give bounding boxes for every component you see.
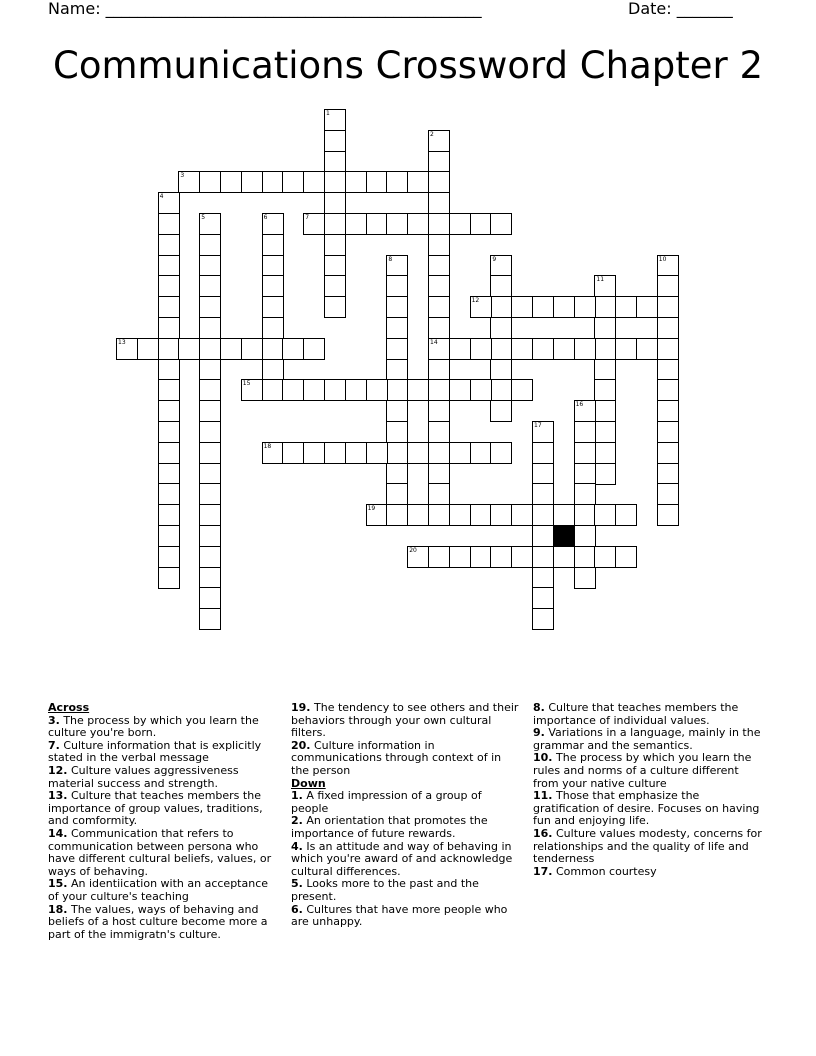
crossword-cell[interactable] [262,317,284,339]
crossword-cell[interactable] [532,463,554,485]
crossword-cell[interactable] [407,213,429,235]
crossword-cell[interactable] [428,546,450,568]
crossword-cell[interactable] [594,359,616,381]
crossword-cell[interactable] [158,234,180,256]
crossword-cell[interactable] [158,213,180,235]
crossword-cell[interactable] [490,379,512,401]
clue-number: 20. [291,738,311,752]
clue-item: 10. The process by which you learn the rules and norms of a culture different from your native culture [533,751,752,790]
crossword-cell[interactable] [532,546,554,568]
crossword-cell[interactable] [449,379,471,401]
crossword-cell[interactable] [615,338,637,360]
crossword-cell[interactable] [345,171,367,193]
crossword-cell[interactable] [199,171,221,193]
clue-number: 13. [48,789,68,803]
crossword-cell[interactable] [116,338,138,360]
crossword-cell[interactable] [199,483,221,505]
crossword-cell[interactable] [657,255,679,277]
clue-number: 7. [48,738,60,752]
clue-number: 20 [409,546,417,554]
crossword-cell[interactable] [324,234,346,256]
crossword-cell[interactable] [490,442,512,464]
crossword-cell[interactable] [386,338,408,360]
crossword-cell[interactable] [386,504,408,526]
crossword-cell[interactable] [386,359,408,381]
crossword-cell[interactable] [657,338,679,360]
crossword-cell[interactable] [532,567,554,589]
crossword-cell[interactable] [574,400,596,422]
crossword-cell[interactable] [345,379,367,401]
clue-heading: Across [48,701,90,714]
crossword-cell[interactable] [262,255,284,277]
crossword-cell[interactable] [386,317,408,339]
crossword-cell[interactable] [594,504,616,526]
crossword-cell[interactable] [615,296,637,318]
crossword-cell[interactable] [428,317,450,339]
crossword-cell[interactable] [574,442,596,464]
crossword-cell[interactable] [657,421,679,443]
crossword-cell[interactable] [324,192,346,214]
crossword-cell[interactable] [199,567,221,589]
clue-number: 12. [48,763,68,777]
crossword-cell[interactable] [511,338,533,360]
crossword-cell[interactable] [574,296,596,318]
clue-number: 17 [534,422,542,429]
crossword-cell[interactable] [282,379,304,401]
crossword-cell[interactable] [199,504,221,526]
crossword-cell[interactable] [386,421,408,443]
crossword-cell[interactable] [428,421,450,443]
crossword-cell[interactable] [158,275,180,297]
clue-item: 19. The tendency to see others and their behaviors through your own cultural filters. [291,701,519,740]
crossword-cell[interactable] [490,213,512,235]
crossword-cell[interactable] [470,379,492,401]
crossword-cell[interactable] [574,525,596,547]
crossword-cell[interactable] [553,338,575,360]
clue-number: 3. [48,713,60,727]
crossword-cell[interactable] [303,442,325,464]
name-field[interactable]: Name: _______________________________________________ [48,0,482,18]
crossword-cell[interactable] [657,483,679,505]
crossword-cell[interactable] [137,338,159,360]
crossword-cell[interactable] [594,463,616,485]
clue-number: 9. [533,726,545,740]
crossword-cell[interactable] [428,213,450,235]
crossword-cell[interactable] [199,421,221,443]
clue-item: 8. Culture that teaches members the importance of individual values. [533,701,739,727]
crossword-cell[interactable] [303,379,325,401]
crossword-cell[interactable] [428,483,450,505]
crossword-cell[interactable] [366,171,388,193]
crossword-cell[interactable] [199,587,221,609]
crossword-cell[interactable] [490,400,512,422]
crossword-cell[interactable] [158,359,180,381]
crossword-cell[interactable] [428,192,450,214]
crossword-cell[interactable] [262,296,284,318]
clue-number: 6. [291,902,303,916]
crossword-cell[interactable] [324,130,346,152]
crossword-cell[interactable] [594,379,616,401]
clue-item: 1. A fixed impression of a group of people [291,789,482,815]
clue-number: 18 [263,442,272,450]
crossword-cell[interactable] [490,317,512,339]
black-square [553,525,575,547]
crossword-cell[interactable] [532,338,554,360]
crossword-cell[interactable] [428,296,450,318]
crossword-cell[interactable] [158,255,180,277]
crossword-cell[interactable] [324,296,346,318]
clue-item: 17. Common courtesy [533,864,657,878]
crossword-cell[interactable] [574,421,596,443]
crossword-cell[interactable] [199,213,221,235]
crossword-cell[interactable] [158,567,180,589]
crossword-cell[interactable] [657,400,679,422]
crossword-cell[interactable] [428,130,450,152]
crossword-cell[interactable] [199,234,221,256]
crossword-cell[interactable] [636,338,658,360]
crossword-cell[interactable] [657,463,679,485]
crossword-cell[interactable] [158,483,180,505]
crossword-cell[interactable] [366,504,388,526]
crossword-cell[interactable] [636,296,658,318]
crossword-cell[interactable] [158,546,180,568]
clue-number: 14 [430,338,438,346]
clue-number: 1 [326,110,330,117]
crossword-cell[interactable] [324,171,346,193]
crossword-cell[interactable] [199,608,221,630]
clue-number: 3 [180,172,185,180]
crossword-cell[interactable] [199,359,221,381]
crossword-cell[interactable] [490,504,512,526]
crossword-cell[interactable] [449,338,471,360]
crossword-cell[interactable] [532,608,554,630]
crossword-cell[interactable] [657,359,679,381]
crossword-cell[interactable] [345,442,367,464]
crossword-cell[interactable] [490,255,512,277]
clue-number: 7 [305,214,310,221]
crossword-cell[interactable] [158,192,180,214]
clue-item: 20. Culture information in communications through context of in the person [291,738,502,777]
crossword-cell[interactable] [324,379,346,401]
crossword-cell[interactable] [657,379,679,401]
crossword-cell[interactable] [345,213,367,235]
crossword-cell[interactable] [241,379,263,401]
crossword-cell[interactable] [532,296,554,318]
crossword-cell[interactable] [262,234,284,256]
crossword-cell[interactable] [303,171,325,193]
crossword-cell[interactable] [386,463,408,485]
crossword-cell[interactable] [386,442,408,464]
crossword-cell[interactable] [470,546,492,568]
clue-number: 5 [201,214,206,221]
crossword-cell[interactable] [490,275,512,297]
crossword-cell[interactable] [262,213,284,235]
crossword-cell[interactable] [386,275,408,297]
crossword-cell[interactable] [574,504,596,526]
crossword-cell[interactable] [449,504,471,526]
clue-number: 4. [291,839,303,853]
clue-column-3 [533,702,763,878]
crossword-cell[interactable] [574,483,596,505]
crossword-cell[interactable] [532,421,554,443]
crossword-cell[interactable] [532,525,554,547]
clue-number: 8 [388,255,393,263]
crossword-cell[interactable] [428,379,450,401]
crossword-cell[interactable] [262,338,284,360]
crossword-cell[interactable] [532,587,554,609]
crossword-cell[interactable] [428,338,450,360]
crossword-cell[interactable] [428,359,450,381]
crossword-cell[interactable] [158,317,180,339]
crossword-cell[interactable] [262,442,284,464]
crossword-cell[interactable] [428,234,450,256]
crossword-cell[interactable] [407,171,429,193]
clue-item: 14. Communication that refers to communication between persona who have different cultural beliefs, values, or ways of behaving. [48,826,272,878]
crossword-cell[interactable] [324,213,346,235]
clue-number: 2 [430,130,434,138]
crossword-cell[interactable] [594,421,616,443]
crossword-cell[interactable] [158,442,180,464]
crossword-cell[interactable] [386,296,408,318]
crossword-cell[interactable] [199,442,221,464]
crossword-cell[interactable] [199,379,221,401]
clue-number: 16 [575,401,584,409]
clue-number: 16. [533,826,553,840]
crossword-cell[interactable] [199,338,221,360]
clue-item: 13. Culture that teaches members the importance of group values, traditions, and comformity. [48,789,263,828]
crossword-cell[interactable] [594,338,616,360]
crossword-cell[interactable] [553,296,575,318]
crossword-cell[interactable] [407,504,429,526]
clue-item: 18. The values, ways of behaving and beliefs of a host culture become more a part of the immigratn's culture. [48,902,268,941]
crossword-cell[interactable] [511,379,533,401]
clue-number: 14. [48,826,68,840]
crossword-cell[interactable] [199,400,221,422]
crossword-cell[interactable] [199,463,221,485]
clue-item: 12. Culture values aggressiveness material success and strength. [48,763,239,790]
crossword-cell[interactable] [158,338,180,360]
clue-number: 18. [48,902,68,916]
clue-item: 2. An orientation that promotes the importance of future rewards. [291,814,488,840]
clue-number: 11 [596,276,605,284]
crossword-cell[interactable] [366,213,388,235]
crossword-cell[interactable] [158,421,180,443]
crossword-cell[interactable] [553,546,575,568]
crossword-cell[interactable] [428,275,450,297]
crossword-cell[interactable] [532,483,554,505]
crossword-cell[interactable] [158,400,180,422]
clue-number: 10. [533,751,553,765]
crossword-cell[interactable] [220,338,242,360]
clue-number: 11. [533,789,553,803]
crossword-cell[interactable] [594,546,616,568]
crossword-cell[interactable] [282,338,304,360]
crossword-cell[interactable] [657,275,679,297]
crossword-cell[interactable] [241,171,263,193]
crossword-cell[interactable] [615,504,637,526]
crossword-cell[interactable] [407,442,429,464]
crossword-cell[interactable] [470,213,492,235]
crossword-cell[interactable] [386,213,408,235]
crossword-cell[interactable] [574,567,596,589]
clue-heading: Down [291,776,326,790]
clue-number: 8. [533,701,545,714]
crossword-cell[interactable] [428,442,450,464]
crossword-cell[interactable] [594,400,616,422]
crossword-cell[interactable] [158,504,180,526]
crossword-cell[interactable] [428,151,450,173]
crossword-cell[interactable] [657,442,679,464]
crossword-cell[interactable] [449,213,471,235]
clue-number: 13 [118,338,126,346]
clue-number: 9 [492,255,497,263]
crossword-cell[interactable] [386,379,408,401]
crossword-cell[interactable] [657,317,679,339]
crossword-cell[interactable] [511,296,533,318]
crossword-cell[interactable] [470,338,492,360]
crossword-cell[interactable] [470,504,492,526]
page-title: Communications Crossword Chapter 2 [52,44,764,87]
crossword-cell[interactable] [220,171,242,193]
crossword-cell[interactable] [428,255,450,277]
crossword-cell[interactable] [158,463,180,485]
clue-number: 15 [242,380,251,388]
crossword-cell[interactable] [428,463,450,485]
crossword-cell[interactable] [490,546,512,568]
clue-item: 6. Cultures that have more people who are unhappy. [291,902,508,929]
crossword-cell[interactable] [490,296,512,318]
clue-number: 4 [159,193,164,201]
clue-number: 5. [291,877,303,891]
date-field[interactable]: Date: _______ [628,0,733,18]
crossword-cell[interactable] [262,359,284,381]
crossword-cell[interactable] [178,171,200,193]
crossword-cell[interactable] [657,296,679,318]
clue-column-2 [291,702,521,929]
crossword-cell[interactable] [366,379,388,401]
crossword-cell[interactable] [303,213,325,235]
crossword-cell[interactable] [490,359,512,381]
crossword-cell[interactable] [199,546,221,568]
crossword-cell[interactable] [386,400,408,422]
crossword-cell[interactable] [532,442,554,464]
crossword-cell[interactable] [158,296,180,318]
clue-number: 19. [291,701,311,714]
clue-column-1 [48,702,278,941]
crossword-cell[interactable] [428,504,450,526]
clue-number: 19 [367,505,376,513]
clue-number: 2. [291,814,303,828]
clue-number: 17. [533,864,553,878]
clue-number: 10 [658,255,667,263]
crossword-cell[interactable] [386,255,408,277]
crossword-cell[interactable] [428,171,450,193]
crossword-cell[interactable] [324,255,346,277]
crossword-cell[interactable] [324,442,346,464]
crossword-cell[interactable] [386,483,408,505]
crossword-cell[interactable] [199,317,221,339]
crossword-cell[interactable] [470,296,492,318]
crossword-cell[interactable] [511,504,533,526]
crossword-cell[interactable] [657,504,679,526]
crossword-cell[interactable] [574,463,596,485]
crossword-cell[interactable] [490,338,512,360]
crossword-cell[interactable] [282,171,304,193]
crossword-cell[interactable] [199,296,221,318]
clue-number: 15. [48,877,68,891]
crossword-cell[interactable] [615,546,637,568]
crossword-cell[interactable] [262,171,284,193]
clue-item: 4. Is an attitude and way of behaving in which you're award of and acknowledge cultural differences. [291,839,513,878]
crossword-cell[interactable] [282,442,304,464]
crossword-cell[interactable] [178,338,200,360]
crossword-cell[interactable] [449,546,471,568]
crossword-cell[interactable] [428,400,450,422]
crossword-cell[interactable] [303,338,325,360]
crossword-cell[interactable] [241,338,263,360]
crossword-cell[interactable] [366,442,388,464]
crossword-cell[interactable] [158,379,180,401]
clue-item: 9. Variations in a language, mainly in the grammar and the semantics. [533,726,761,752]
crossword-cell[interactable] [532,504,554,526]
crossword-cell[interactable] [407,546,429,568]
clue-item: 7. Culture information that is explicitly stated in the verbal message [48,738,262,765]
clue-number: 12 [471,297,480,305]
clue-list [48,702,778,952]
crossword-cell[interactable] [449,442,471,464]
crossword-cell[interactable] [553,504,575,526]
crossword-cell[interactable] [594,442,616,464]
crossword-cell[interactable] [324,151,346,173]
crossword-cell[interactable] [158,525,180,547]
crossword-cell[interactable] [574,338,596,360]
crossword-cell[interactable] [262,275,284,297]
clue-number: 6 [263,214,268,221]
crossword-cell[interactable] [594,275,616,297]
clue-number: 1. [291,789,303,803]
crossword-cell[interactable] [470,442,492,464]
crossword-cell[interactable] [324,275,346,297]
crossword-cell[interactable] [574,546,596,568]
crossword-cell[interactable] [594,317,616,339]
clue-item: 11. Those that emphasize the gratification of desire. Focuses on having fun and enjoying life. [533,789,760,828]
crossword-cell[interactable] [262,379,284,401]
clue-item: 5. Looks more to the past and the present. [291,877,479,903]
clue-item: 15. An identiication with an acceptance of your culture's teaching [48,877,269,903]
crossword-cell[interactable] [199,255,221,277]
crossword-cell[interactable] [407,379,429,401]
crossword-cell[interactable] [324,109,346,131]
crossword-cell[interactable] [511,546,533,568]
crossword-cell[interactable] [199,275,221,297]
clue-item: 16. Culture values modesty, concerns for relationships and the quality of life and tenderness [533,826,762,866]
clue-item: 3. The process by which you learn the culture you're born. [48,713,259,740]
crossword-cell[interactable] [386,171,408,193]
crossword-cell[interactable] [199,525,221,547]
crossword-cell[interactable] [594,296,616,318]
